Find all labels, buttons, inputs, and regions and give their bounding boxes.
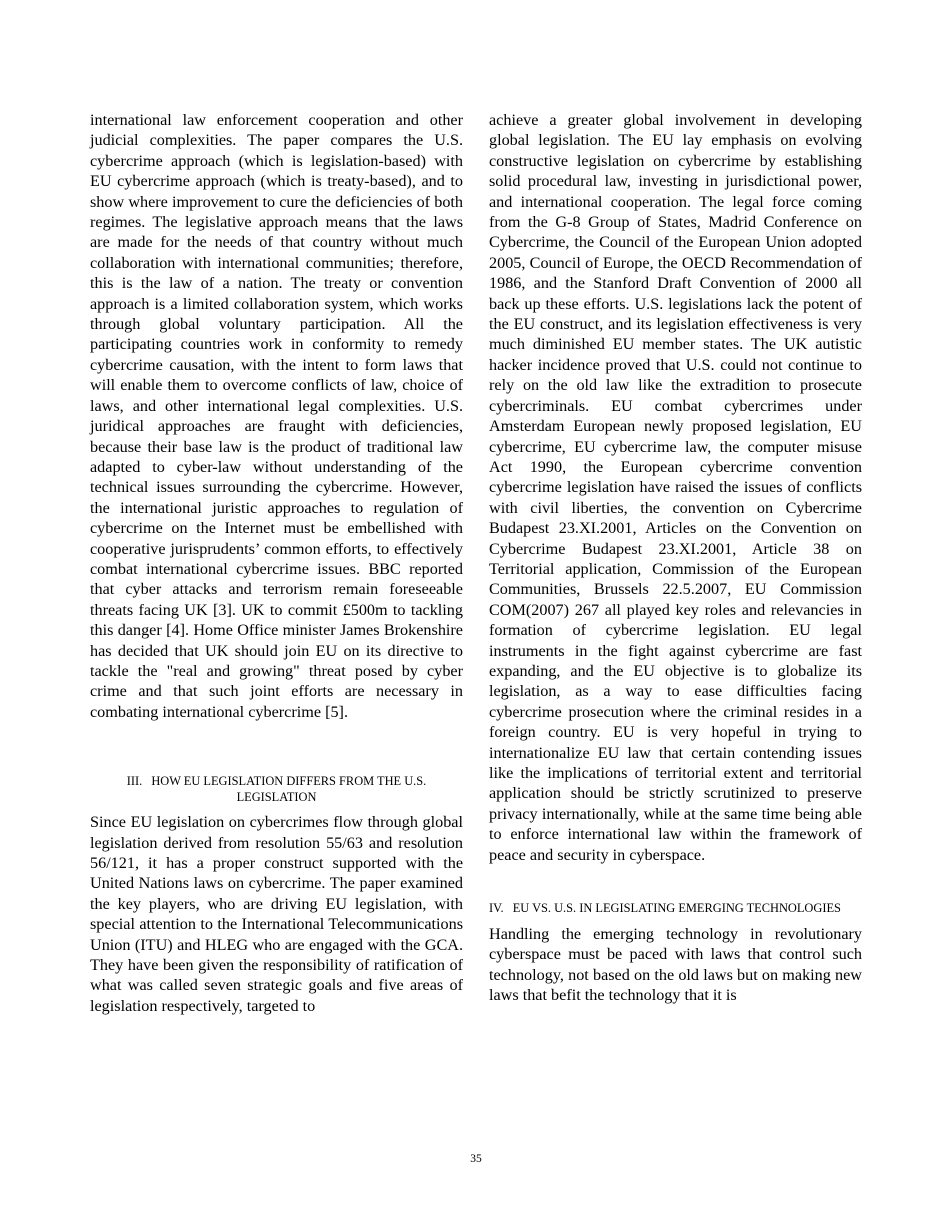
section-3-number: III. (126, 774, 143, 789)
left-column (90, 110, 463, 1016)
section-3-paragraph: Since EU legislation on cybercrimes flow through global legislation derived from resolution 55/63 and resolution 56/121, it has a proper construct supported with the United Nations laws on cybercrime. The paper examined the key players, who are driving EU legislation, with special attention to the International Telecommunications Union (ITU) and HLEG who are engaged with the GCA. They have been given the responsibility of ratification of what was called seven strategic goals and five areas of legislation respectively, targeted to (90, 813, 463, 1015)
intro-paragraph: international law enforcement cooperation and other judicial complexities. The paper compares the U.S. cybercrime approach (which is legislation-based) with EU cybercrime approach (which is treaty-based), and to show where improvement to cure the deficiencies of both regimes. The legislative approach means that the laws are made for the needs of that country without much collaboration with international communities; therefore, this is the law of a nation. The treaty or convention approach is a limited collaboration system, which works through global voluntary participation. All the participating countries work in conformity to remedy cybercrime causation, with the intent to form laws that will enable them to overcome conflicts of law, choice of laws, and other international legal complexities. U.S. juridical approaches are fraught with deficiencies, because their base law is the product of traditional law adapted to cyber-law without understanding of the technical issues surrounding the cybercrime. However, the international juristic approaches to regulation of cybercrime on the Internet must be embellished with cooperative jurisprudents’ common efforts, to effectively combat international cybercrime issues. BBC reported that cyber attacks and terrorism remain foreseeable threats facing UK [3]. UK to commit £500m to tackling this danger [4]. Home Office minister James Brokenshire has decided that UK should join EU on its directive to tackle the "real and growing" threat posed by cyber crime and that such joint efforts are necessary in combating international cybercrime [5]. (90, 111, 463, 721)
page-number: 35 (470, 1153, 482, 1165)
right-column (489, 110, 862, 1006)
section-4-heading (489, 900, 862, 916)
section-4-title: EU VS. U.S. IN LEGISLATING EMERGING TECHNOLOGIES (512, 901, 841, 916)
continued-paragraph: achieve a greater global involvement in developing global legislation. The EU lay emphasis on evolving constructive legislation on cybercrime by establishing solid procedural law, investing in jurisdictional power, and international cooperation. The legal force coming from the G-8 Group of States, Madrid Conference on Cybercrime, the Council of the European Union adopted 2005, Council of Europe, the OECD Recommendation of 1986, and the Stanford Draft Convention of 2000 all back up these efforts. U.S. legislations lack the potent of the EU construct, and its legislation effectiveness is very much diminished EU member states. The UK autistic hacker incidence proved that U.S. could not continue to rely on the old law like the extradition to prosecute cybercriminals. EU combat cybercrimes under Amsterdam European newly proposed legislation, EU cybercrime, EU cybercrime law, the computer misuse Act 1990, the European cybercrime convention cybercrime legislation have raised the issues of conflicts with civil liberties, the convention on Cybercrime Budapest 23.XI.2001, Articles on the Convention on Cybercrime Budapest 23.XI.2001, Article 38 on Territorial application, Commission of the European Communities, Brussels 22.5.2007, EU Commission COM(2007) 267 all played key roles and relevancies in formation of cybercrime legislation. EU legal instruments in the fight against cybercrime are fast expanding, and the EU objective is to globalize its legislation, as a way to ease difficulties facing cybercrime prosecution where the criminal resides in a foreign country. EU is very hopeful in trying to internationalize EU law that certain contending issues like the implications of territorial extent and territorial application should be strictly scrutinized to preserve privacy internationally, while at the same time being able to enforce international law within the framework of peace and security in cyberspace. (489, 111, 862, 864)
section-3-heading (90, 773, 463, 805)
section-3-title: HOW EU LEGISLATION DIFFERS FROM THE U.S. LEGISLATION (151, 774, 427, 805)
section-4-paragraph: Handling the emerging technology in revolutionary cyberspace must be paced with laws that control such technology, not based on the old laws but on making new laws that befit the technology that it is (489, 925, 862, 1005)
section-4-number: IV. (489, 901, 504, 916)
